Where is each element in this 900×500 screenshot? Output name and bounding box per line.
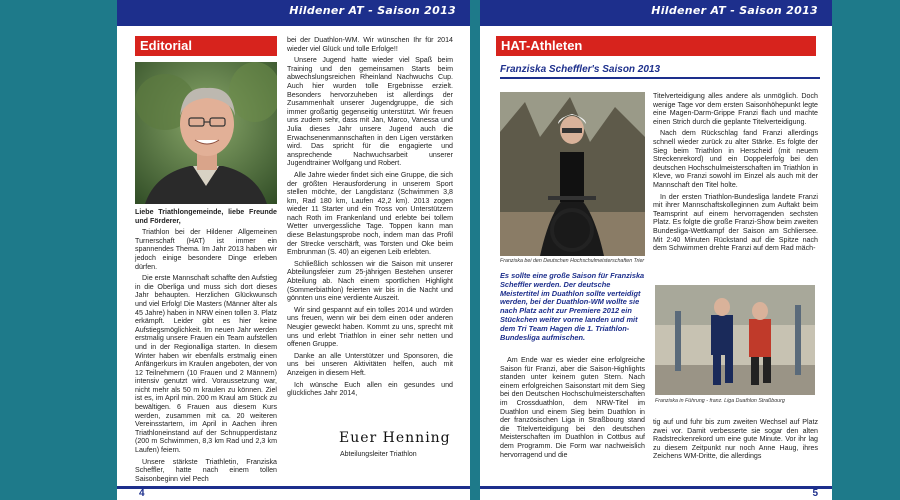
- page-number: 4: [139, 488, 145, 499]
- page-header: [480, 0, 832, 26]
- paragraph: Die erste Mannschaft schaffte den Aufstieg in die Oberliga und muss sich dort dieses Jahr behaupten. Herzlichen Glückwunsch und viel Erfolg! Die Masters (Männer älter als 45 Jahre) haben in NRW einen tollen 3. Platz erkämpft. Leider gibt es hier keine Aufstiegsmöglichkeit. Im neuen Jahr werden erstmalig unsere Frauen ein Team aufstellen und in der Regionalliga starten. In diesem Winter haben wir ebenfalls erstmalig einen Anfängerkurs im Kraulen angeboten, der von 12 Teilnehmern (10 Frauen und 2 Männern) intensiv genutzt wird. Voraussetzung war, nicht mehr als 50 m kraulen zu können. Ziel ist es, im April min. 200 m Kraul am Stück zu bewältigen. 6 Frauen aus diesem Kurs werden, zusammen mit ca. 20 weiteren Vereinsstartern, im April in Aachen ihren Triathloneinstand auf der Schnupperdistanz (200 m Schwimmen, 8,3 km Rad und 2,3 km Laufen) feiern.: [135, 274, 277, 455]
- cyclist-photo: [500, 92, 645, 256]
- paragraph: Triathlon bei der Hildener Allgemeinen Turnerschaft (HAT) ist immer ein spannendes Thema. Im Jahr 2013 haben wir jedoch einige besondere Dinge erleben dürfen.: [135, 228, 277, 271]
- paragraph: bei der Duathlon-WM. Wir wünschen Ihr für 2014 wieder viel Glück und tolle Erfolge!!: [287, 36, 453, 53]
- signature-role: Abteilungsleiter Triathlon: [340, 451, 417, 458]
- page-header: [117, 0, 470, 26]
- cyclist-illustration: [500, 92, 645, 256]
- page-footer: [480, 486, 832, 500]
- article-column-2: [653, 92, 818, 253]
- portrait-illustration: [135, 62, 277, 204]
- paragraph: Unsere Jugend hatte wieder viel Spaß beim Training und den gemeinsamen Starts beim abwechslungsreichen Rheinland Nachwuchs Cup. Auch hier wurden tolle Ergebnisse erzielt. Besonders hervorzuheben ist allerdings der Zusammenhalt unserer Jugendgruppe, die sich immer großartig gegenseitig unterstützt. Wir freuen uns zudem sehr, dass mit Jan, Marco, Vanessa und Julia dieses Jahr unsere Jugend auch die Erwachsenenmannschaften in den Ligen verstärken wird. Das spricht für die engagierte und ansprechende Nachwuchsarbeit unserer Jugendtrainer Wolfgang und Robert.: [287, 56, 453, 168]
- page-footer: [117, 486, 470, 500]
- paragraph: tig auf und fuhr bis zum zweiten Wechsel auf Platz zwei vor. Damit verbesserte sie sogar den alten Radstreckenrekord um eine gute Minute. Vor ihr lag zu diesem Zeitpunkt nur noch Anne Haug, ihres Zeichens WM-Dritte, die allerdings: [653, 418, 818, 461]
- paragraph: In der ersten Triathlon-Bundesliga landete Franzi mit ihrer Mannschaftskolleginnen zum Auftakt beim Teamsprint auf einem hervorragenden sechsten Platz. Es folgte die große Franzi-Show beim zweiten Bundesliga-Wettkampf der Saison am Schliersee. Mit 2:40 Minuten Rückstand auf die Spitze nach dem Schwimmen drehte Franzi auf dem Rad mäch-: [653, 192, 818, 253]
- runners-photo: [655, 285, 815, 395]
- editorial-column-2: [287, 36, 453, 398]
- article-column-1: [500, 356, 645, 459]
- header-title: Hildener AT - Saison 2013: [289, 4, 456, 17]
- article-lead: Es sollte eine große Saison für Franziska Scheffler werden. Der deutsche Meistertitel im Duathlon sollte verteidigt werden, bei der Duathlon-WM wollte sie nach Platz acht zur Premiere 2012 ein Stückchen weiter vorne landen und mit dem Tri Team Hagen die 1. Triathlon-Bundesliga aufmischen.: [500, 271, 645, 342]
- paragraph: Unsere stärkste Triathletin, Franziska Scheffler, hatte nach einem tollen Saisonbeginn viel Pech: [135, 457, 277, 483]
- article-column-2-bottom: [653, 418, 818, 461]
- photo-caption-2: Franziska in Führung - franz. Liga Duathlon Straßbourg: [655, 398, 785, 404]
- paragraph: Wir sind gespannt auf ein tolles 2014 und würden uns freuen, wenn wir bei dem einen oder anderen Neugier geweckt haben. Kommt zu uns, sprecht mit uns und erlebt Triathlon in einer sehr netten und offenen Gruppe.: [287, 305, 453, 349]
- section-title-athletes: HAT-Athleten: [496, 36, 816, 56]
- paragraph: Danke an alle Unterstützer und Sponsoren, die uns bei unseren Aktivitäten helfen, auch mit Anzeigen in diesem Heft.: [287, 351, 453, 377]
- paragraph: Alle Jahre wieder findet sich eine Gruppe, die sich der größten Herausforderung in unserem Sport stellen möchte, der Langdistanz (Schwimmen 3,8 km, Rad 180 km, Laufen 42,2 km). 2013 zogen wieder 11 Starter und ein Tross von Unterstützern nach Roth im Frankenland und erlebte bei tollem Wetter unvergessliche Tage. Toppen kann man diese Belastungsprobe noch, indem man das Profil der Strecke verschärft, was Torsten und Oke beim Embrunman (S. 40) an eigenen Leib erlebten.: [287, 170, 453, 257]
- paragraph: Ich wünsche Euch allen ein gesundes und glückliches Jahr 2014,: [287, 380, 453, 398]
- section-title-editorial: Editorial: [135, 36, 277, 56]
- paragraph: Schließlich schlossen wir die Saison mit unserer Abteilungsfeier zum 25-jährigen Bestehen unserer Abteilung ab. Nach einem sportlichen Highlight (Sommerbiathlon) feierten wir bis in die Nacht und gönnten uns eine verdiente Auszeit.: [287, 259, 453, 303]
- header-title: Hildener AT - Saison 2013: [651, 4, 818, 17]
- article-subtitle: Franziska Scheffler's Saison 2013: [500, 64, 820, 79]
- runners-illustration: [655, 285, 815, 395]
- signature: Euer Henning: [339, 430, 451, 446]
- right-page: [480, 0, 832, 500]
- greeting: Liebe Triathlongemeinde, liebe Freunde und Förderer,: [135, 208, 277, 225]
- paragraph: Am Ende war es wieder eine erfolgreiche Saison für Franzi, aber die Saison-Highlights standen unter keinem guten Stern. Nach einem erfolgreichen Saisonstart mit dem Sieg bei den Deutschen Hochschulmeisterschaften im Crossduathlon, dem NRW-Titel im Duathlon und einem Sieg beim Duathlon in der französischen Liga in Straßbourg stand die Titelverteidigung bei den deutschen Meisterschaften im Duathlon in Cottbus auf dem Programm. Die Form war nachweislich hervorragend und die: [500, 356, 645, 459]
- page-number: 5: [812, 488, 818, 499]
- editorial-column-1: [135, 208, 277, 483]
- paragraph: Titelverteidigung alles andere als unmöglich. Doch wenige Tage vor dem ersten Saisonhöhepunkt legte eine Magen-Darm-Grippe Franzi flach und machte einen Strich durch die geplante Titelverteidigung.: [653, 92, 818, 126]
- portrait-photo: [135, 62, 277, 204]
- paragraph: Nach dem Rückschlag fand Franzi allerdings schnell wieder zurück zu alter Stärke. Es folgte der Sieg beim Triathlon in Herscheid (mit neuem Streckenrekord) und ein Doppelerfolg bei den deutschen Hochschulmeisterschaften im Triathlon in Kleve, wo Franzi sowohl im Einzel als auch mit der Mannschaft den Titel holte.: [653, 129, 818, 189]
- photo-caption-1: Franziska bei den Deutschen Hochschulmeisterschaften Trier: [500, 258, 645, 264]
- left-page: [117, 0, 470, 500]
